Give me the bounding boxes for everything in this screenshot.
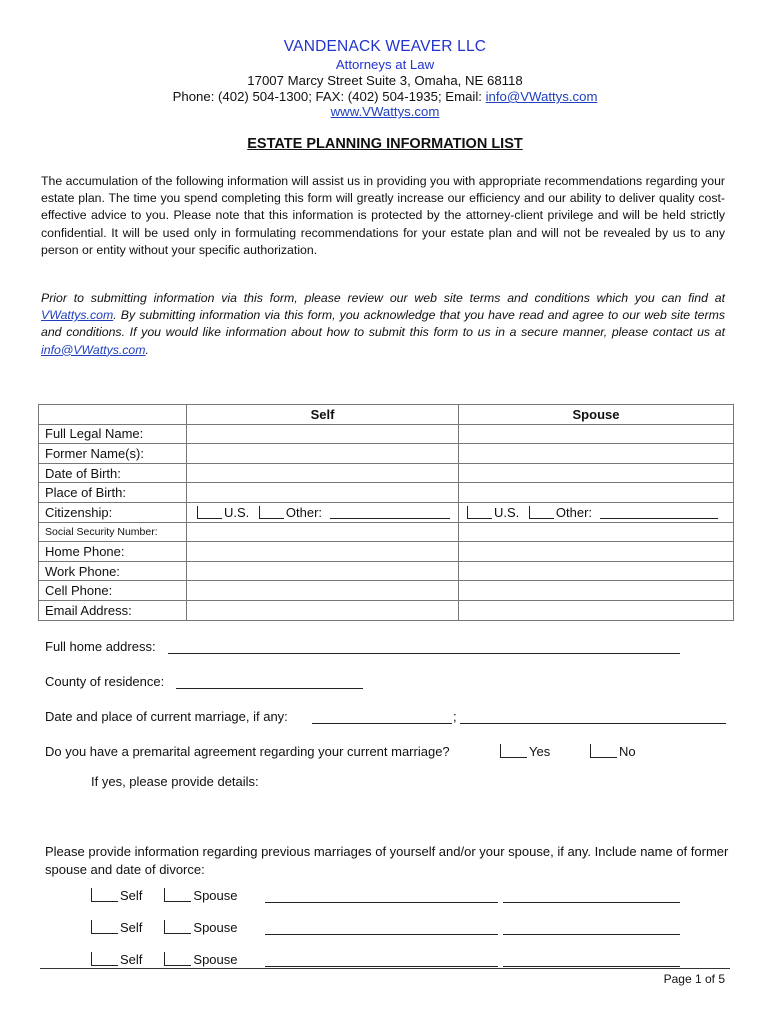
self-checkbox[interactable] xyxy=(91,952,118,966)
spouse-email-field[interactable] xyxy=(459,600,734,620)
self-work-phone-field[interactable] xyxy=(187,561,459,581)
table-row xyxy=(39,542,734,562)
marriage-row-2 xyxy=(91,920,238,935)
row-label: Email Address: xyxy=(39,600,187,620)
self-email-field[interactable] xyxy=(187,600,459,620)
phone-fax-text: Phone: (402) 504-1300; FAX: (402) 504-1935; Email: xyxy=(172,89,486,104)
marriage-label: Date and place of current marriage, if any: xyxy=(45,709,288,724)
row-label: Cell Phone: xyxy=(39,581,187,601)
marriage-row-1 xyxy=(91,888,238,903)
premarital-no-option xyxy=(590,744,636,759)
former-spouse-name-field-2[interactable] xyxy=(265,934,498,935)
premarital-no-checkbox[interactable] xyxy=(590,744,617,758)
divorce-date-field-3[interactable] xyxy=(503,966,680,967)
spouse-date-of-birth-field[interactable] xyxy=(459,463,734,483)
self-citizenship-cell xyxy=(187,502,459,522)
marriage-date-field[interactable] xyxy=(312,723,452,724)
column-header-spouse: Spouse xyxy=(459,405,734,425)
spouse-full-legal-name-field[interactable] xyxy=(459,424,734,444)
website-line xyxy=(0,104,770,119)
other-label: Other: xyxy=(285,504,323,520)
former-spouse-name-field-1[interactable] xyxy=(265,902,498,903)
county-field[interactable] xyxy=(176,688,363,689)
spouse-former-names-field[interactable] xyxy=(459,444,734,464)
self-place-of-birth-field[interactable] xyxy=(187,483,459,503)
marriage-separator: ; xyxy=(453,709,457,724)
premarital-details-label: If yes, please provide details: xyxy=(91,774,259,789)
self-date-of-birth-field[interactable] xyxy=(187,463,459,483)
table-row xyxy=(39,581,734,601)
self-checkbox[interactable] xyxy=(91,888,118,902)
spouse-place-of-birth-field[interactable] xyxy=(459,483,734,503)
footer-divider xyxy=(40,968,730,969)
row-label: Citizenship: xyxy=(39,502,187,522)
us-label: U.S. xyxy=(224,504,250,520)
table-row xyxy=(39,483,734,503)
row-label: Full Legal Name: xyxy=(39,424,187,444)
row-label: Home Phone: xyxy=(39,542,187,562)
firm-address: 17007 Marcy Street Suite 3, Omaha, NE 68118 xyxy=(247,73,523,88)
yes-label: Yes xyxy=(529,744,551,759)
row-label: Former Name(s): xyxy=(39,444,187,464)
self-other-country-field[interactable] xyxy=(330,506,450,519)
previous-marriages-prompt: Please provide information regarding previous marriages of yourself and/or your spouse, if any. Include name of former spouse and date of divorce: xyxy=(45,844,729,877)
email-link[interactable]: info@VWattys.com xyxy=(485,89,598,104)
spouse-home-phone-field[interactable] xyxy=(459,542,734,562)
firm-subtitle: Attorneys at Law xyxy=(335,57,435,72)
notice-text-2: . By submitting information via this form, you acknowledge that you have read and agree to our web site terms and conditions. If you would like information about how to submit this form to us in a secure manner, please contact us at xyxy=(41,308,725,340)
table-row xyxy=(39,600,734,620)
table-row xyxy=(39,561,734,581)
spouse-other-country-field[interactable] xyxy=(600,506,718,519)
spouse-checkbox[interactable] xyxy=(164,888,191,902)
divorce-date-field-1[interactable] xyxy=(503,902,680,903)
premarital-yes-option xyxy=(500,744,550,759)
notice-paragraph xyxy=(41,290,725,359)
premarital-yes-checkbox[interactable] xyxy=(500,744,527,758)
marriage-row-3 xyxy=(91,952,238,967)
table-row xyxy=(39,444,734,464)
spouse-other-checkbox[interactable] xyxy=(529,506,554,519)
spouse-ssn-field[interactable] xyxy=(459,522,734,542)
home-address-label: Full home address: xyxy=(45,639,156,654)
premarital-question: Do you have a premarital agreement regarding your current marriage? xyxy=(45,744,450,759)
table-row xyxy=(39,463,734,483)
spouse-checkbox[interactable] xyxy=(164,920,191,934)
spouse-label: Spouse xyxy=(193,952,238,967)
page-number: Page 1 of 5 xyxy=(663,972,725,986)
personal-info-table xyxy=(38,404,734,621)
spouse-work-phone-field[interactable] xyxy=(459,561,734,581)
self-home-phone-field[interactable] xyxy=(187,542,459,562)
former-spouse-name-field-3[interactable] xyxy=(265,966,498,967)
website-link-inline[interactable]: VWattys.com xyxy=(41,308,114,323)
spouse-label: Spouse xyxy=(193,888,238,903)
intro-paragraph: The accumulation of the following information will assist us in providing you with appropriate recommendations regarding your estate plan. The time you spend completing this form will greatly increase our efficiency and our ability to deliver quality cost-effective advice to you. Please note that this information is protected by the attorney-client privilege and will be held strictly confidential. It will be used only in formulating recommendations for your estate plan and will not be revealed by us to any person or entity without your specific authorization. xyxy=(41,174,725,257)
table-row xyxy=(39,502,734,522)
row-label: Date of Birth: xyxy=(39,463,187,483)
notice-text-3: . xyxy=(145,342,149,357)
spouse-cell-phone-field[interactable] xyxy=(459,581,734,601)
self-full-legal-name-field[interactable] xyxy=(187,424,459,444)
self-label: Self xyxy=(120,888,143,903)
email-link-inline[interactable]: info@VWattys.com xyxy=(41,342,146,357)
table-row xyxy=(39,522,734,542)
table-row xyxy=(39,424,734,444)
spouse-citizenship-cell xyxy=(459,502,734,522)
self-label: Self xyxy=(120,920,143,935)
us-label: U.S. xyxy=(494,504,520,520)
self-us-checkbox[interactable] xyxy=(197,506,222,519)
page-title: ESTATE PLANNING INFORMATION LIST xyxy=(247,136,523,152)
divorce-date-field-2[interactable] xyxy=(503,934,680,935)
spouse-us-checkbox[interactable] xyxy=(467,506,492,519)
header-blank xyxy=(39,405,187,425)
table-header-row xyxy=(39,405,734,425)
county-label: County of residence: xyxy=(45,674,165,689)
firm-contact xyxy=(0,89,770,104)
column-header-self: Self xyxy=(187,405,459,425)
self-other-checkbox[interactable] xyxy=(259,506,284,519)
spouse-label: Spouse xyxy=(193,920,238,935)
self-cell-phone-field[interactable] xyxy=(187,581,459,601)
website-link[interactable]: www.VWattys.com xyxy=(330,104,440,119)
self-checkbox[interactable] xyxy=(91,920,118,934)
marriage-place-field[interactable] xyxy=(460,723,726,724)
row-label: Place of Birth: xyxy=(39,483,187,503)
firm-name: VANDENACK WEAVER LLC xyxy=(283,38,487,55)
self-former-names-field[interactable] xyxy=(187,444,459,464)
spouse-checkbox[interactable] xyxy=(164,952,191,966)
self-ssn-field[interactable] xyxy=(187,522,459,542)
notice-text-1: Prior to submitting information via this form, please review our web site terms and conditions which you can find at xyxy=(41,291,725,305)
self-label: Self xyxy=(120,952,143,967)
row-label: Work Phone: xyxy=(39,561,187,581)
row-label: Social Security Number: xyxy=(39,522,187,542)
home-address-field[interactable] xyxy=(168,653,680,654)
other-label: Other: xyxy=(555,504,593,520)
no-label: No xyxy=(619,744,636,759)
